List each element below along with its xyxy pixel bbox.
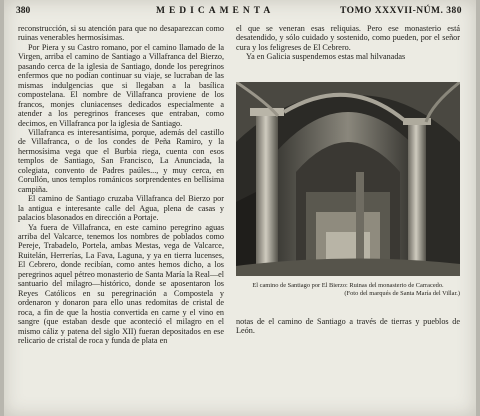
paragraph: notas de el camino de Santiago a través de tierras y pueblos de León.	[236, 317, 460, 336]
running-header	[16, 6, 462, 20]
paragraph: el que se veneran esas reliquias. Pero ese monasterio está desatendido, y sólo cuidado y sostenido, como pueden, por el señor cura y los feligreses de El Cebrero.	[236, 24, 460, 52]
right-column-top	[236, 24, 460, 62]
page-number: 380	[16, 6, 31, 16]
caption-text: El camino de Santiago por El Bierzo: Ruinas del monasterio de Carracedo.	[252, 282, 444, 289]
left-column	[18, 24, 224, 412]
monastery-ruins-photo	[236, 82, 460, 276]
photo-credit: (Foto del marqués de Santa María del Villar.)	[344, 290, 460, 297]
paragraph: Por Piera y su Castro romano, por el camino llamado de la Virgen, arriba el camino de Santiago a Villafranca del Bierzo, pasando cerca de la iglesia de Santiago, donde los peregrinos enfermos que no podían continuar su viaje, se lucraban de las mismas indulgencias que si llegaban a la basílica compostelana. El nombre de Villafranca proviene de los francos, monjes cluniacenses dedicados especialmente a atender a los peregrinos franceses que entraban, como decimos, en Villafranca por la iglesia de Santiago.	[18, 42, 224, 128]
magazine-page	[4, 0, 476, 416]
volume-info: TOMO XXXVII-NÚM. 380	[340, 6, 462, 16]
paragraph: Ya en Galicia suspendemos estas mal hilvanadas	[246, 52, 406, 62]
paragraph: Ya fuera de Villafranca, en este camino peregrino aguas arriba del Valcarce, tenemos los nombres de poblados como Pereje, Trabadelo, Portela, ambas Mestas, vega de Valcarce, Ruitelán, Herrerías, La Fava, Laguna, y ya en tierra lucenses, El Cebrero, donde recibían, como antes hemos dicho, a los peregrinos aquel pétreo monasterio de Santa María la Real—el santuario del milagro—histórico, donde se aposentaron los Reyes Católicos en su peregrinación a Compostela y ordenaron y donaron para ello unas redomitas de cristal de roca, a fin de que la hostia convertida en carne y el vino en sangre (que estaban desde que aconteció el milagro en el mismo cáliz y patena del siglo XII) fueran depositados en ese relicario de cristal de roca y funda de plata en	[18, 222, 224, 345]
right-column-bottom	[236, 317, 460, 336]
paragraph: Villafranca es interesantísima, porque, además del castillo de Villafranca, o de los condes de Peña Ramiro, y la hermosísima vega que el Burbia riega, cuenta con esos templos de Santiago, San Francisco, La Anunciada, la colegiata, convento de Padres paúles..., y muy cerca, en Corullón, unos templos románicos sorprendentes en bellísima campiña.	[18, 127, 224, 194]
journal-title: MEDICAMENTA	[156, 6, 275, 16]
paragraph: El camino de Santiago cruzaba Villafranca del Bierzo por la antigua e interesante calle del Agua, plena de casas y palacios blasonados en dirección a Portaje.	[18, 194, 224, 223]
photo-caption	[236, 282, 460, 298]
cloister-arches-illustration	[236, 82, 460, 276]
paragraph: reconstrucción, si su atención para que no desaparezcan como ruinas venerables hermosísimas.	[18, 24, 224, 43]
